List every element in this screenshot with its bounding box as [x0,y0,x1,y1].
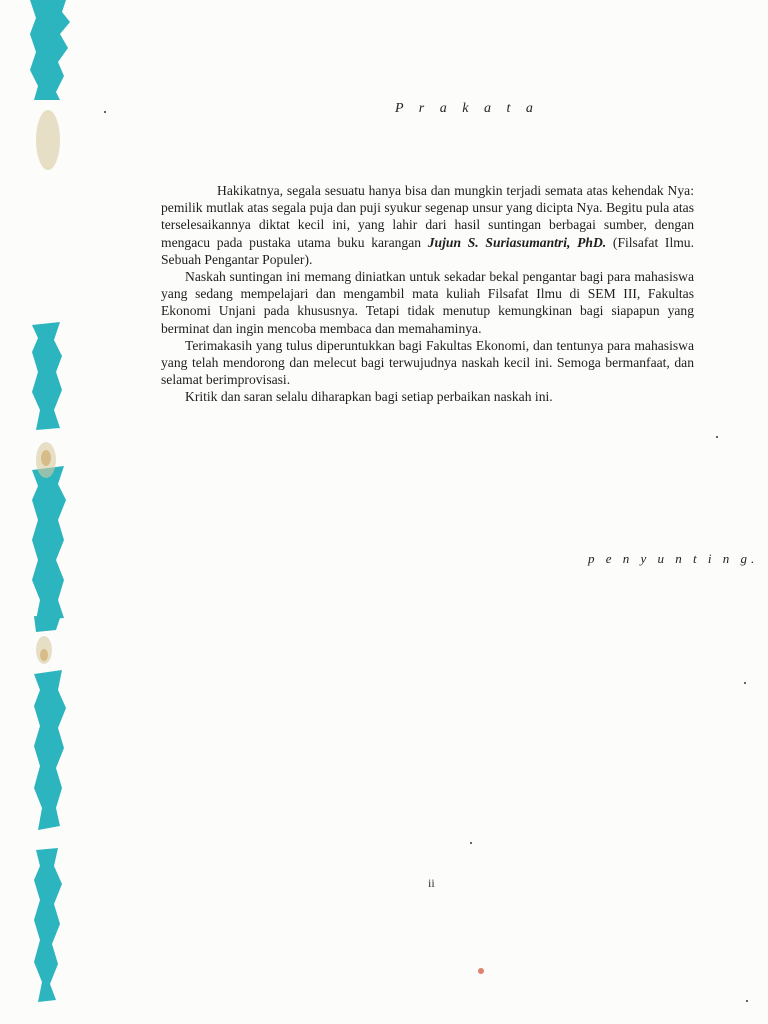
scan-speck [746,1000,748,1002]
paragraph-1-text-end: (Filsafat Ilmu. Sebuah Pengantar Populer). [161,234,695,267]
paragraph-3: Terimakasih yang tulus diperuntukkan bagi Fakultas Ekonomi, dan tentunya para mahasiswa yang telah mendorong dan melecut bagi terwujudnya naskah kecil ini. Semoga bermanfaat, dan selamat berimprovisasi. [161,337,694,388]
scan-speck [104,111,106,113]
paragraph-4: Kritik dan saran selalu diharapkan bagi setiap perbaikan naskah ini. [185,389,553,405]
scan-speck [744,682,746,684]
signature: p e n y u n t i n g. [588,551,759,566]
paragraph-2: Naskah suntingan ini memang diniatkan untuk sekadar bekal pengantar bagi para mahasiswa yang sedang mempelajari dan mengambil mata kuliah Filsafat Ilmu di SEM III, Fakultas Ekonomi Unjani pada khususnya. Tetapi tidak menutup kemungkinan bagi siapapun yang berminat dan ingin mencoba membaca dan memahaminya. [161,269,694,336]
torn-binding-edge [0,0,80,1024]
paragraph-1-text: Hakikatnya, segala sesuatu hanya bisa dan mungkin terjadi semata atas kehendak Nya: pemilik mutlak atas segala puja dan puji syukur segenap unsur yang dicipta Nya. Begitu pula atas terselesaikannya diktat kecil ini, yang lahir dari hasil suntingan berbagai sumber, dengan mengacu pada pustaka utama buku karangan [161,183,694,250]
paragraph-1 [161,182,694,268]
page-title: P r a k a t a [395,101,539,116]
scan-speck [470,842,472,844]
author-reference: Jujun S. Suriasumantri, PhD. [427,234,607,250]
preface-body [161,182,694,406]
scan-speck [478,968,484,974]
page-number: ii [428,876,435,890]
scan-speck [716,436,718,438]
